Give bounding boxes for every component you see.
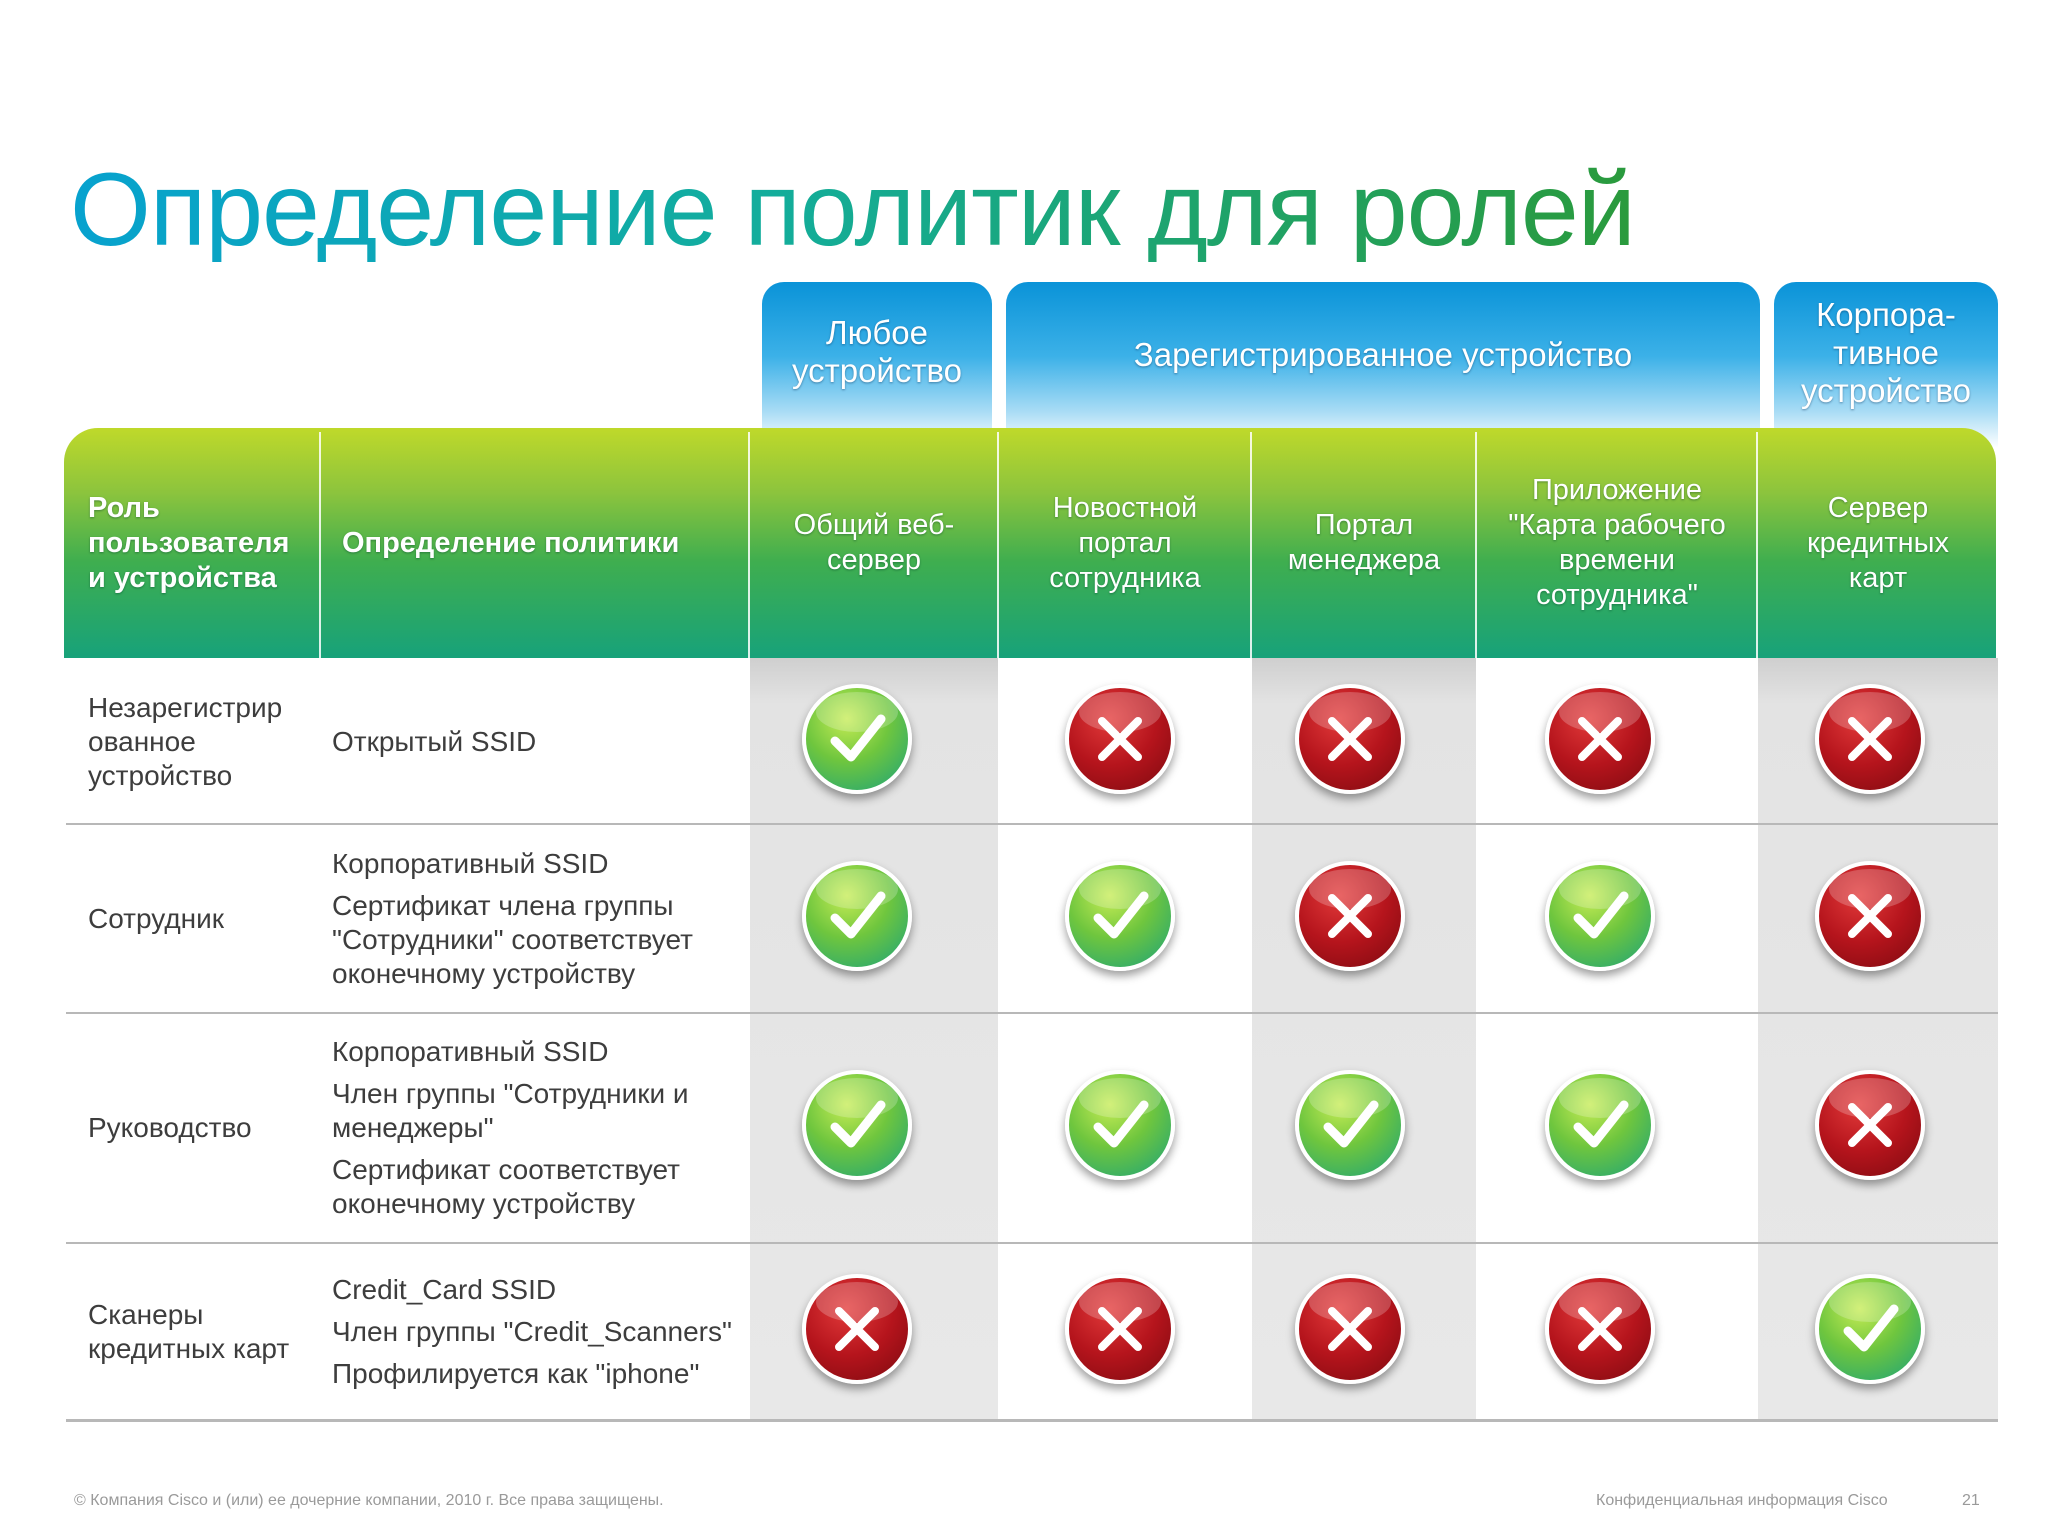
policy-cell <box>332 1244 752 1419</box>
check-icon <box>802 684 912 794</box>
check-icon <box>1545 1070 1655 1180</box>
cross-icon <box>1065 684 1175 794</box>
header-role: Роль пользователя и устройства <box>88 491 290 594</box>
policy-line: Сертификат соответствует оконечному устройству <box>332 1154 680 1219</box>
policy-line: Профилируется как "iphone" <box>332 1357 700 1389</box>
header-divider <box>748 432 750 658</box>
header-divider <box>1756 432 1758 658</box>
policy-cell <box>332 1014 752 1242</box>
role-cell: Руководство <box>88 1112 252 1143</box>
cross-icon <box>1295 684 1405 794</box>
footer-page-number: 21 <box>1962 1492 1980 1509</box>
check-icon <box>1065 1070 1175 1180</box>
header-manager-portal: Портал менеджера <box>1287 509 1441 576</box>
page-title: Определение политик для ролей <box>70 152 1635 268</box>
cross-icon <box>802 1274 912 1384</box>
check-icon <box>1065 861 1175 971</box>
group-corporate-device: Корпора- тивное устройство <box>1774 282 1998 448</box>
check-icon <box>1295 1070 1405 1180</box>
cross-icon <box>1545 1274 1655 1384</box>
check-icon <box>802 1070 912 1180</box>
cross-icon <box>1295 861 1405 971</box>
role-cell: Сканеры кредитных карт <box>88 1298 290 1364</box>
header-timesheet-app: Приложение "Карта рабочего времени сотрудника" <box>1508 474 1726 611</box>
policy-line: Открытый SSID <box>332 725 537 757</box>
header-divider <box>319 432 321 658</box>
cross-icon <box>1815 1070 1925 1180</box>
policy-line: Член группы "Сотрудники и менеджеры" <box>332 1078 689 1143</box>
policy-line: Член группы "Credit_Scanners" <box>332 1315 732 1347</box>
role-cell: Незарегистрир ованное устройство <box>88 691 283 791</box>
header-divider <box>1475 432 1477 658</box>
policy-cell <box>332 825 752 1012</box>
policy-line: Корпоративный SSID <box>332 1036 609 1067</box>
policy-line: Корпоративный SSID <box>332 847 609 879</box>
role-cell: Сотрудник <box>88 902 225 934</box>
check-icon <box>1815 1274 1925 1384</box>
cross-icon <box>1815 684 1925 794</box>
header-policy: Определение политики <box>342 526 680 559</box>
check-icon <box>802 861 912 971</box>
policy-cell <box>332 660 752 823</box>
header-divider <box>1250 432 1252 658</box>
policy-line: Сертификат члена группы "Сотрудники" соответствует оконечному устройству <box>332 889 693 989</box>
header-web-server: Общий веб- сервер <box>793 509 955 576</box>
cross-icon <box>1295 1274 1405 1384</box>
footer-confidential: Конфиденциальная информация Cisco <box>1596 1492 1888 1509</box>
header-card-server: Сервер кредитных карт <box>1806 491 1950 594</box>
group-registered-device: Зарегистрированное устройство <box>1006 282 1760 448</box>
policy-line: Credit_Card SSID <box>332 1273 557 1305</box>
header-news-portal: Новостной портал сотрудника <box>1049 491 1201 594</box>
footer-copyright: © Компания Cisco и (или) ее дочерние компании, 2010 г. Все права защищены. <box>74 1492 664 1509</box>
cross-icon <box>1815 861 1925 971</box>
table-bottom-border <box>66 1419 1998 1422</box>
group-any-device: Любое устройство <box>762 282 992 448</box>
cross-icon <box>1065 1274 1175 1384</box>
header-divider <box>997 432 999 658</box>
check-icon <box>1545 861 1655 971</box>
cross-icon <box>1545 684 1655 794</box>
